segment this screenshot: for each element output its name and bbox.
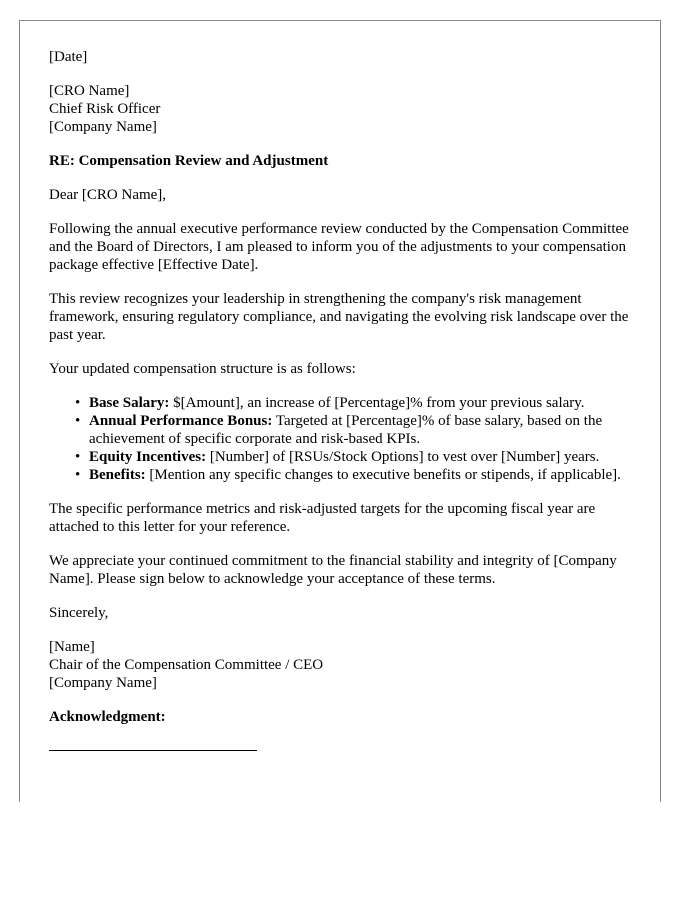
- compensation-list: [49, 394, 631, 484]
- body-paragraph-structure-intro: Your updated compensation structure is as follows:: [49, 361, 356, 377]
- body-paragraph-appreciation: We appreciate your continued commitment to the financial stability and integrity of [Company Name]. Please sign below to acknowledge your acceptance of these terms.: [49, 553, 617, 587]
- body-paragraph-intro: Following the annual executive performance review conducted by the Compensation Committee and the Board of Directors, I am pleased to inform you of the adjustments to your compensation package effective [Effective Date].: [49, 221, 629, 273]
- compensation-item-text: $[Amount], an increase of [Percentage]% from your previous salary.: [169, 395, 585, 411]
- recipient-name: [CRO Name]: [49, 83, 130, 99]
- compensation-item-label: Benefits:: [89, 467, 146, 483]
- sender-title: Chair of the Compensation Committee / CEO: [49, 657, 324, 673]
- compensation-item-text: [Number] of [RSUs/Stock Options] to vest over [Number] years.: [206, 449, 600, 465]
- recipient-block: [49, 82, 631, 136]
- sender-name: [Name]: [49, 639, 95, 655]
- bullet-icon: •: [75, 413, 81, 429]
- compensation-item-label: Equity Incentives:: [89, 449, 207, 465]
- compensation-item-base-salary: [75, 394, 631, 412]
- sender-block: [49, 638, 631, 692]
- body-paragraph-recognition: This review recognizes your leadership in strengthening the company's risk management framework, ensuring regulatory compliance, and navigating the evolving risk landscape over the past year.: [49, 291, 629, 343]
- compensation-item-text: Targeted at [Percentage]% of base salary, based on the achievement of specific corporate and risk-based KPIs.: [89, 413, 603, 447]
- signature-line: [49, 750, 257, 751]
- bullet-icon: •: [75, 467, 81, 483]
- recipient-company: [Company Name]: [49, 119, 157, 135]
- letter-salutation: Dear [CRO Name],: [49, 187, 167, 203]
- acknowledgment-heading: Acknowledgment:: [49, 709, 166, 725]
- body-paragraph-metrics: The specific performance metrics and risk-adjusted targets for the upcoming fiscal year are attached to this letter for your reference.: [49, 501, 596, 535]
- compensation-item-benefits: [75, 466, 631, 484]
- compensation-item-label: Base Salary:: [89, 395, 170, 411]
- compensation-item-label: Annual Performance Bonus:: [89, 413, 273, 429]
- letter-page: [19, 20, 661, 802]
- recipient-title: Chief Risk Officer: [49, 101, 161, 117]
- compensation-item-equity: [75, 448, 631, 466]
- bullet-icon: •: [75, 395, 81, 411]
- bullet-icon: •: [75, 449, 81, 465]
- letter-valediction: Sincerely,: [49, 605, 109, 621]
- compensation-item-text: [Mention any specific changes to executive benefits or stipends, if applicable].: [145, 467, 621, 483]
- letter-subject: RE: Compensation Review and Adjustment: [49, 153, 329, 169]
- sender-company: [Company Name]: [49, 675, 157, 691]
- letter-date: [Date]: [49, 49, 88, 65]
- compensation-item-bonus: [75, 412, 631, 448]
